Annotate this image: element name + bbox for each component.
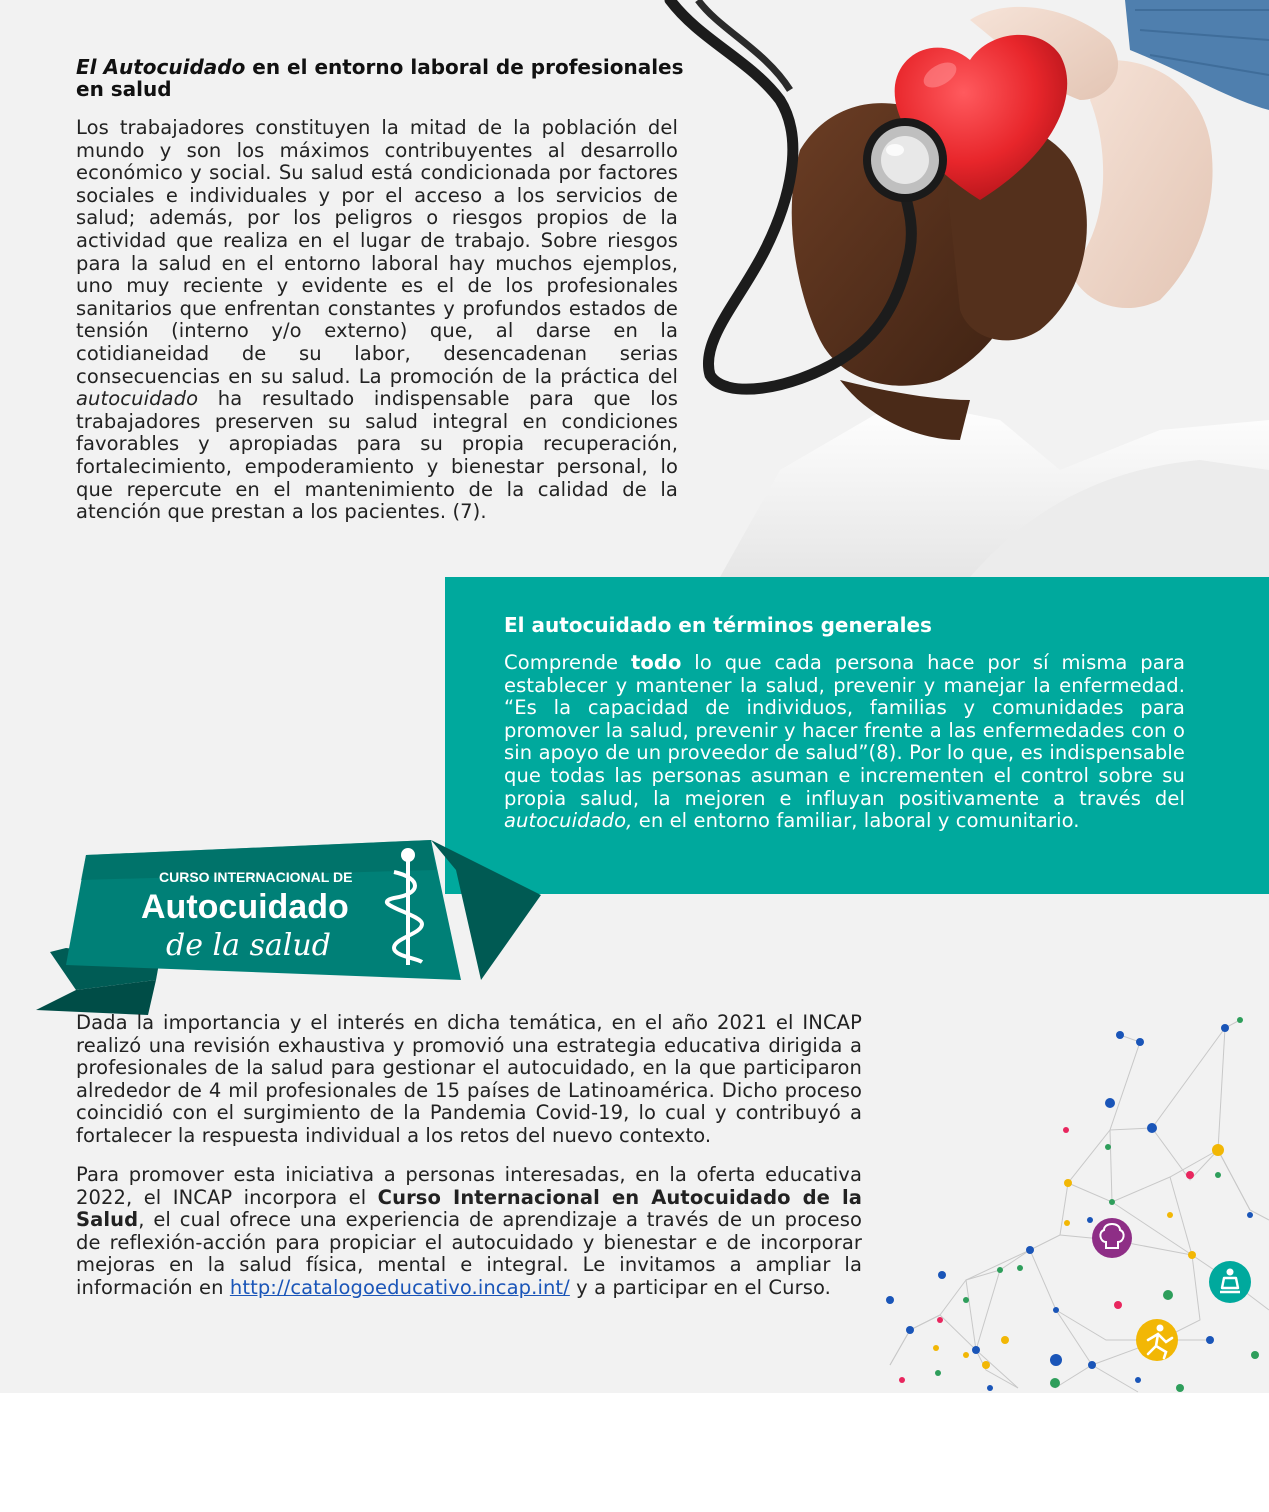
course-banner — [36, 840, 541, 1015]
callout-title: El autocuidado en términos generales — [504, 613, 932, 637]
person-running-icon — [1136, 1319, 1178, 1361]
para1-italic: autocuidado — [76, 387, 199, 411]
body-paragraph-1: Dada la importancia y el interés en dicha temática, en el año 2021 el INCAP realizó una revisión exhaustiva y promovió una estrategia educativa dirigida a profesionales de la salud para gestionar el autocuidado, en la que participaron alrededor de 4 mil profesionales de 15 países de Latinoamérica. Dicho proceso coincidió con el surgimiento de la Pandemia Covid-19, lo cual y contribuyó a fortalecer la respuesta individual a los retos del nuevo contexto. — [76, 1011, 862, 1147]
meditation-icon — [1209, 1261, 1251, 1303]
callout-bold: todo — [630, 651, 682, 674]
para1-text-b: ha resultado indispensable para que los trabajadores preserven su salud integral en condiciones favorables y apropiadas para su propia recuperación, fortalecimiento, empoderamiento y bienestar personal, lo que repercute en el mantenimiento de la calidad de la atención que prestan a los pacientes. (7). — [76, 387, 678, 524]
article-paragraph — [76, 117, 678, 524]
brain-icon — [1092, 1218, 1132, 1258]
para3-bold: Curso Internacional en Autocuidado de la Salud — [76, 1185, 863, 1232]
banner-line1: CURSO INTERNACIONAL DE — [159, 869, 353, 885]
banner-line2: Autocuidado — [141, 888, 349, 926]
para3-text-b: , el cual ofrece una experiencia de aprendizaje a través de un proceso de reflexión-acción para propiciar el autocuidado y bienestar e de incorporar mejoras en la salud física, mental e integral. Le invitamos a ampliar la información en — [76, 1208, 862, 1299]
heading-rest: en el entorno laboral de profesionales en salud — [76, 55, 684, 101]
body-paragraph-2 — [76, 1164, 862, 1300]
callout-text-c: en el entorno familiar, laboral y comunitario. — [632, 809, 1080, 833]
callout-text-a: Comprende — [504, 651, 631, 674]
banner-line3: de la salud — [166, 928, 331, 963]
network-graphic — [880, 1010, 1269, 1393]
hands-heart-stethoscope-image — [640, 0, 1269, 577]
article-heading — [76, 56, 686, 100]
callout-paragraph — [504, 652, 1185, 833]
para3-text-c: y a participar en el Curso. — [569, 1275, 831, 1299]
para3-text-a: Para promover esta iniciativa a personas interesadas, en la oferta educativa 2022, el INCAP incorpora el — [76, 1163, 862, 1209]
catalog-link[interactable]: http://catalogoeducativo.incap.int/ — [229, 1275, 570, 1299]
callout-text-b: lo que cada persona hace por sí misma para establecer y mantener la salud, prevenir y manejar la enfermedad. “Es la capacidad de individuos, familias y comunidades para promover la salud, prevenir y hacer frente a las enfermedades con o sin apoyo de un proveedor de salud”(8). Por lo que, es indispensable que todas las personas asuman e incrementen el control sobre su propia salud, la mejoren e influyan positivamente a través del — [504, 651, 1186, 810]
para1-text-a: Los trabajadores constituyen la mitad de la población del mundo y son los máximos contribuyentes al desarrollo económico y social. Su salud está condicionada por factores sociales e individuales y por el acceso a los servicios de salud; además, por los peligros o riesgos propios de la actividad que realiza en el lugar de trabajo. Sobre riesgos para la salud en el entorno laboral hay muchos ejemplos, uno muy reciente y evidente es el de los profesionales sanitarios que enfrentan constantes y profundos estados de tensión (interno y/o externo) que, al darse en la cotidianeidad de su labor, desencadenan serias consecuencias en su salud. La promoción de la práctica del — [76, 116, 678, 388]
heading-italic: El Autocuidado — [76, 55, 246, 79]
callout-italic: autocuidado, — [504, 809, 633, 833]
